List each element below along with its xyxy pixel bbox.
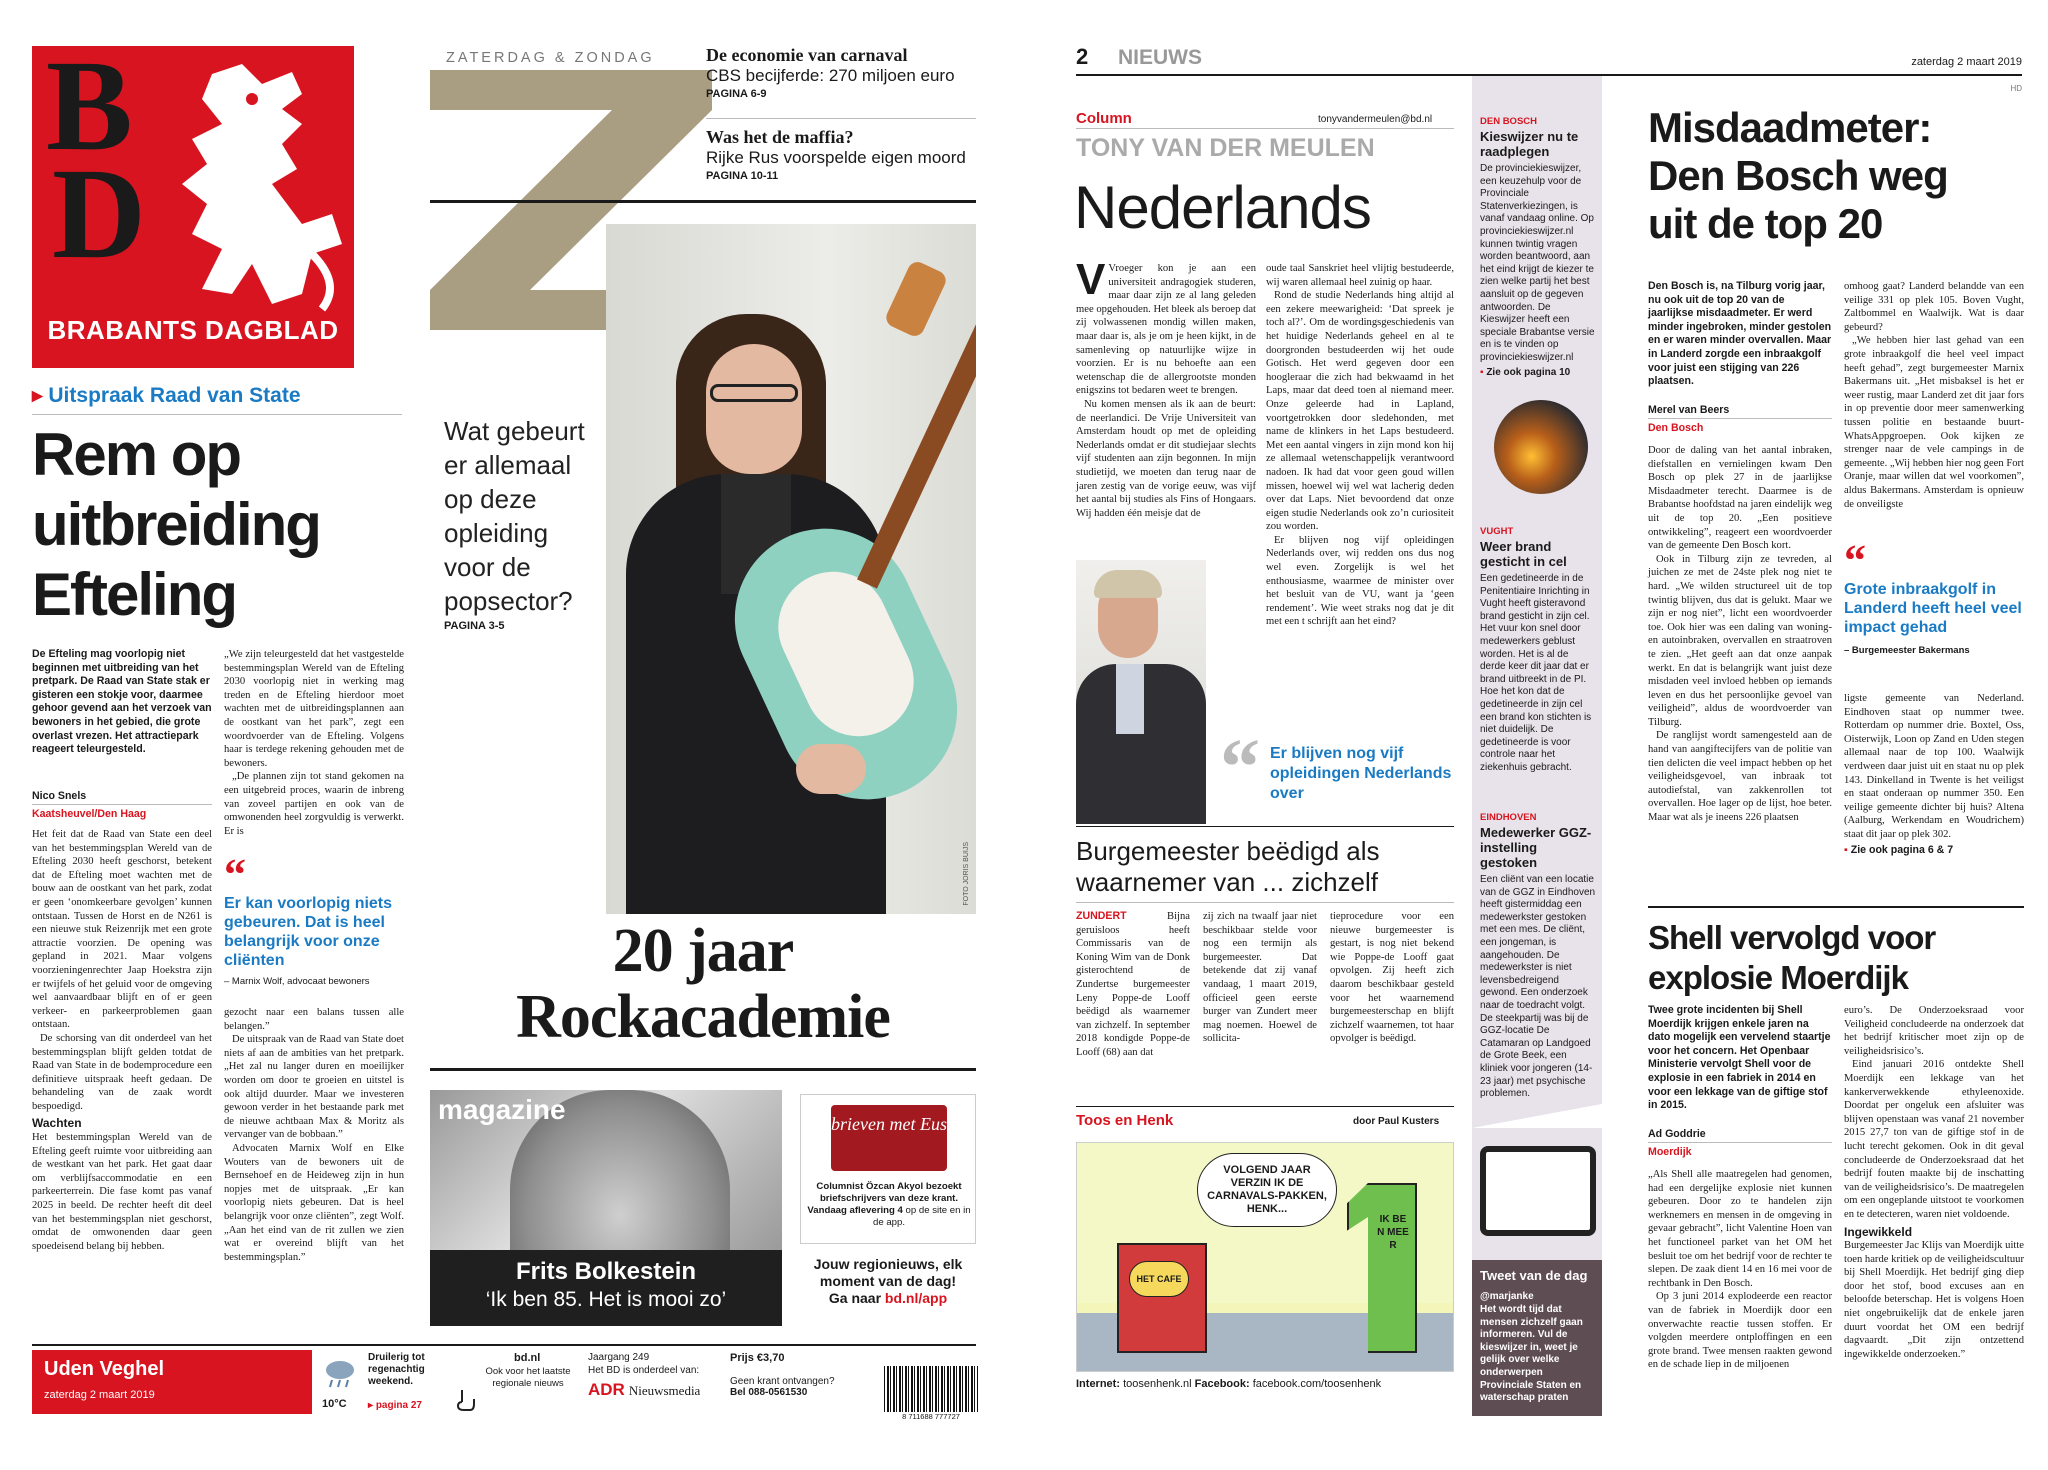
sb-text: Een gedetineerde in de Penitentiaire Inrichting in Vught heeft gisteravond brand gesticht in zijn cel. Het vuur kon snel door medewerkers geblust worden. Het is al de derde keer dit jaar dat er brand uitbreekt in de PI. Hoe het kon dat de gedetineerde in zijn cel een brand kon stichten is niet duidelijk. De gedetineerde is voor controle naar het ziekenhuis gebracht. [1480, 573, 1592, 773]
jaargang-box [588, 1352, 728, 1416]
cafe-sign: HET CAFE [1129, 1261, 1189, 1297]
subhead: Wachten [32, 1116, 82, 1131]
app-cta [800, 1290, 976, 1307]
kicker-rule [32, 414, 402, 415]
pullquote-text: Er blijven nog vijf opleidingen Nederlands over [1270, 745, 1452, 802]
column-col2 [1266, 262, 1454, 629]
tweet-box[interactable] [1472, 1260, 1602, 1416]
shell-place: Moerdijk [1648, 1146, 1692, 1158]
bd-logo[interactable] [32, 46, 354, 368]
sb-text: De provinciekieswijzer, een keuzehulp voor de Provinciale Statenverkiezingen, is vanaf vandaag online. Op provinciekieswijzer.nl kunnen twintig vragen worden beantwoord, aan het eind krijgt de kiezer te zien welke partij het best aansluit op de gegeven antwoorden. De Kieswijzer heeft een speciale Brabantse versie en is te vinden op provinciekieswijzer.nl [1480, 163, 1595, 363]
story-col1 [32, 828, 212, 1253]
main-headline[interactable] [32, 420, 412, 630]
edition-box [32, 1350, 312, 1414]
magazine-quote: ‘Ik ben 85. Het is mooi zo’ [485, 1288, 727, 1311]
weather-text: Druilerig tot regenachtig weekend. [368, 1352, 425, 1387]
misdaad-place: Den Bosch [1648, 422, 1704, 434]
brieven-desc [807, 1181, 971, 1229]
costume-text: IK BEN MEER [1377, 1214, 1409, 1251]
burg-rule [1076, 902, 1454, 903]
magazine-promo[interactable] [430, 1090, 782, 1326]
kicker: ▸ Uitspraak Raad van State [32, 384, 301, 407]
teaser-page: PAGINA 6-9 [706, 88, 767, 100]
page-date: zaterdag 2 maart 2019 [1911, 56, 2022, 68]
burg-text: Bijna geruisloos heeft Commissaris van de Koning Wim van de Donk gisterochtend de Zundertse burgemeester Leny Poppe-de Looff beëdigd als waarnemer van zichzelf. In september 2018 kondigde Poppe-de Looff (68) aan dat [1076, 911, 1190, 1058]
footer-rule [32, 1344, 976, 1346]
pull-quote [224, 850, 404, 987]
adr-logo [588, 1380, 728, 1400]
tablet-illustration [1480, 1146, 1596, 1236]
temperature: 10°C [322, 1398, 347, 1410]
weather-box[interactable] [318, 1352, 438, 1416]
cloud-rain-icon [322, 1358, 358, 1388]
paragraph: Eind januari 2016 ontdekte Shell Moerdijk een lekkage van het kankerverwekkende ethyleenoxide. Doordat per ongeluk een afsluiter was blijven openstaan was vanaf 21 november 2015 27,7 ton van de giftige stof in de lucht terecht gekomen. Ook in dit geval concludeerde de Onderzoeksraad dat het bedrijf fouten maakte bij de inschatting van de veiligheidsrisico’s. De maatregelen om een ongeplande uitstoot te voorkomen en te detecteren, waren niet voldoende. [1844, 1059, 2024, 1220]
app-cta-label: Ga naar [828, 1290, 882, 1306]
headline-line: Rem op [32, 421, 241, 488]
toos-label: Toos en Henk [1076, 1112, 1174, 1129]
adr-mark: ADR [588, 1380, 625, 1399]
headline-line: Den Bosch weg [1648, 152, 1948, 199]
cartoon-links[interactable] [1076, 1378, 1381, 1390]
question-text: Wat gebeurt er allemaal op deze opleiding voor de popsector? [444, 416, 585, 616]
burg-col2: zij zich na twaalf jaar niet beschikbaar stelde voor nog een termijn als burgemeester. Dat betekende dat zij vanaf vandaag, 1 maart 2019, officieel geen eerste burger van Zundert meer mag noemen. Hoewel de sollicita- [1203, 911, 1317, 1045]
face-shape [706, 344, 802, 474]
quote-by: – Burgemeester Bakermans [1844, 645, 1970, 656]
tweet-handle: @marjanke [1480, 1291, 1534, 1302]
misdaad-author: Merel van Beers [1648, 404, 1730, 416]
price: Prijs €3,70 [730, 1352, 785, 1364]
glasses-shape [710, 384, 798, 402]
sb-title: Weer brand gesticht in cel [1480, 539, 1567, 569]
sb-place: DEN BOSCH [1480, 116, 1538, 127]
misdaad-headline[interactable] [1648, 104, 2028, 248]
app-note: op de site en in de app. [872, 1205, 971, 1228]
adr-note: Het BD is onderdeel van: [588, 1365, 700, 1376]
weather-page: ▸ pagina 27 [368, 1400, 422, 1411]
quote-text: Er kan voorlopig niets gebeuren. Dat is heel belangrijk voor onze cliënten [224, 895, 393, 969]
photo-question[interactable] [444, 414, 604, 632]
weekend-header: ZATERDAG & ZONDAG [446, 50, 655, 66]
dateline: Kaatsheuvel/Den Haag [32, 808, 147, 820]
app-text: Jouw regionieuws, elk moment van de dag! [813, 1256, 963, 1289]
photo-credit: FOTO JORIS BUIJS [963, 842, 970, 906]
internet-label: Internet: [1076, 1378, 1120, 1390]
front-page [0, 0, 1000, 1470]
paragraph: „We zijn teleurgesteld dat het vastgestelde bestemmingsplan Wereld van de Efteling 2030 voorlopig niet in werking mag treden en de Efteling hierdoor moet wachten met de uitbreidingsplannen aan de oostkant van het park”, zegt een woordvoerder van de Efteling. Volgens haar is terdege rekening gehouden met de bewoners. [224, 649, 404, 769]
page-edition: HD [2010, 84, 2022, 93]
paragraph: Rond de studie Nederlands hing altijd al een zekere meewarigheid: ‘Dat spreek je toch al?’. Om de wordingsgeschiedenis van het huidige Nederlands geheel en al te doorgronden bestudeerden wij het oude Gotisch. Het werd gegeven door een hoogleraar die zich had bekwaamd in het Laps, maar dat deed toen al niemand meer. Onze geleerde had in Lapland, voortgetrokken door sledehonden, met name de klinkers in het Laps bestudeerd. Met een aantal vingers in zijn mond kon hij ze allemaal wetenschappelijk verantwoord nadoen. Ik had dat voor geen goud willen missen, hoewel wij wel wat lacherig deden over dat Laps. Niet bevoordend dat onze eigen studie Nederlands ook zo’n curiositeit zou worden. [1266, 290, 1454, 533]
news-page [1048, 0, 2048, 1470]
burg-place: ZUNDERT [1076, 910, 1127, 922]
teaser-sub: CBS becijferde: 270 miljoen euro [706, 66, 955, 85]
burg-col1 [1076, 910, 1190, 1060]
brieven-text: brieven met Eus [831, 1114, 947, 1134]
paragraph: Ook in Tilburg zijn ze tevreden, al juichen ze met de 24ste plek nog niet te hard. „We wilden structureel uit de top twintig blijven, dus dat is gelukt. Maar we zijn er nog niet”, licht een woordvoerder toe. Ook hier was een daling van woning- en autoinbraken, overvallen en straatroven te zien. „Het geeft aan dat onze aanpak werkt. En dat is belangrijk want juist deze misdaden veel invloed hebben op iemands leven en dus het persoonlijke gevoel van veiligheid”, aldus de woordvoerder van Tilburg. [1648, 553, 1832, 728]
rockacademie-photo[interactable] [606, 224, 976, 914]
headline-line: uitbreiding [32, 491, 320, 558]
paragraph: euro’s. De Onderzoeksraad voor Veiligheid concludeerde na onderzoek dat het bedrijf kritischer moet zijn op de veiligheidsrisico’s. [1844, 1005, 2024, 1057]
teaser-title: De economie van carnaval [706, 45, 908, 65]
author-rule [32, 804, 212, 805]
columnist-photo [1076, 560, 1206, 824]
paragraph: Er blijven nog vijf opleidingen Nederlands over, wij redden ons dus nog wel even. Zorgelijk is wel het enthousiasme, waarmee de minister over het besluit van de VU, want ja ‘geen rendement’. Wie weet straks nog dat je dit met een t schrijft aan het eind? [1266, 534, 1454, 628]
teaser-title: Was het de maffia? [706, 127, 854, 147]
burg-headline[interactable]: Burgemeester beëdigd als waarnemer van ... zichzelf [1076, 836, 1380, 897]
burg-col3: tieprocedure voor een nieuwe burgemeester is gestart, is nog niet bekend wie Poppe-de Looff gaat opvolgen. Zij heeft zich daarom beschikbaar gesteld voor het waarnemend burgemeesterschap en blijft zichzelf waarnemen, tot haar opvolger is beëdigd. [1330, 911, 1454, 1045]
jaargang: Jaargang 249 [588, 1352, 650, 1363]
tweet-text: Het wordt tijd dat mensen zichzelf gaan informeren. Vul de kieswijzer in, weet je gelijk over welke onderwerpen Provinciale Staten en waterschap praten [1480, 1304, 1583, 1404]
site-url: bd.nl [514, 1352, 541, 1364]
misdaad-col2b [1844, 692, 2024, 857]
paragraph: Advocaten Marnix Wolf en Elke Wouters van de bewoners uit de Bernsehoef en de Heideweg zijn in hun nopjes met de uitspraak. „Er kan voorlopig niets gebeuren. Dat is heel belangrijk voor onze cliënten”, zegt Wolf. „Aan het eind van de rit zullen we zien wat er overeind blijft van het bestemmingsplan.” [224, 1142, 404, 1263]
paragraph [1076, 255, 1256, 398]
toos-rule [1076, 1106, 1454, 1107]
paragraph: De uitspraak van de Raad van State doet niets af aan de ambities van het pretpark. „Het zal nu langer duren en moeilijker worden om door te groeien en uitstel is ook altijd duurder. Maar we investeren gewoon verder in het bestaande park met de nieuwe achtbaan Max & Moritz als vervanger van de bobbaan.” [224, 1034, 404, 1141]
app-url[interactable]: bd.nl/app [884, 1290, 948, 1306]
section-label: NIEUWS [1118, 46, 1202, 69]
shell-lead: Twee grote incidenten bij Shell Moerdijk krijgen enkele jaren na dato mogelijk een vervelend staartje voor het concern. Het Openbaar Ministerie vervolgt Shell voor de explosie in een fabriek in 2014 en voor een lekkage van de giftige stof in 2015. [1648, 1004, 1831, 1112]
kicker-text: Uitspraak Raad van State [48, 384, 301, 407]
z-rule [430, 200, 976, 203]
columnist: Columnist Özcan Akyol bezoekt briefschrijvers van deze krant. [816, 1181, 962, 1204]
sb-see: ▪ Zie ook pagina 10 [1480, 366, 1571, 378]
dropcap: V [1076, 255, 1106, 304]
quote-by: – Marnix Wolf, advocaat bewoners [224, 976, 370, 987]
shell-author: Ad Goddrie [1648, 1128, 1706, 1140]
facebook-label: Facebook: [1194, 1378, 1250, 1390]
sb-text: Een cliënt van een locatie van de GGZ in Eindhoven heeft gistermiddag een medewerkster gestoken met een mes. De cliënt, een jongeman, is aangehouden. De medewerkster is niet levensbedreigend gewond. Een onderzoek naar de toedracht volgt. De steekpartij was bij de GGZ-locatie De Catamaran op Landgoed de Grote Beek, een kliniek voor jongeren (14-23 jaar) met psychische problemen. [1480, 874, 1596, 1100]
question-page: PAGINA 3-5 [444, 620, 505, 632]
column-text: Vroeger kon je aan een universiteit andragogiek studeren, maar daar zijn ze al lang geleden mee opgehouden. Het bleek als beroep dat zij volwassenen mondig willen maken, maar daar is, als je om je heen kijkt, in de samenleving op natuurlijke wijze in voorzien. Er is nu behoefte aan een wetenschap die de allergrootste monden enigszins tot bedaren weet te brengen. [1076, 263, 1256, 397]
paragraph: Op 3 juni 2014 explodeerde een reactor van de fabriek in Moerdijk door een onverwachte reactie tussen stoffen. Er volgden meerdere ontploffingen en een grote brand. Twee mensen raakten gewond en de schade liep in de miljoenen [1648, 1291, 1832, 1371]
facebook-site: facebook.com/toosenhenk [1252, 1378, 1382, 1390]
pointer-hand-icon [454, 1388, 476, 1412]
column-rule [1076, 128, 1454, 129]
speech-bubble: VOLGEND JAAR VERZIN IK DE CARNAVALS-PAKKEN, HENK... [1197, 1153, 1337, 1227]
sb-title: Kieswijzer nu te raadplegen [1480, 129, 1579, 159]
rock-line: 20 jaar [612, 917, 794, 985]
headline-line: uit de top 20 [1648, 200, 1883, 247]
paragraph: Nu komen mensen als ik aan de beurt: de neerlandici. De Vrije Universiteit van Amsterdam houdt op met de opleiding Nederlands omdat er dit studiejaar slechts vijf studenten aan zijn begonnen. In mijn studietijd, we moeten dan terug naar de jaren zestig van de vorige eeuw, was vijf het aantal bij studies als Fins of Hongaars. Wij hadden één meisje dat de [1076, 398, 1256, 519]
shirt-shape [1116, 664, 1144, 734]
paragraph: oude taal Sanskriet heel vlijtig bestudeerde, wij waren allemaal heel zuinig op haar. [1266, 263, 1454, 288]
sidebar-pointer [1472, 1104, 1602, 1128]
column-col1 [1076, 255, 1256, 520]
column-bottom-rule [1076, 826, 1454, 827]
paragraph: Het feit dat de Raad van State een deel van het bestemmingsplan Wereld van de Efteling 2030 heeft geschorst, betekent dat de Efteling moet wachten met de bouw aan de oostkant van het park, zodat er geen ‘onomkeerbare gevolgen’ kunnen ontstaan. Tussen de Horst en de N261 is een nieuwe stuk Reizenrijk met een grote attractie voorzien. De opening was gepland in 2021. Maar volgens voorzieningenrechter Jaap Hoekstra zijn er twijfels of het geluid voor de omgeving wel aanvaardbaar blijft en of er geen verkeer- en parkeerproblemen gaan ontstaan. [32, 829, 212, 1031]
teaser-maffia[interactable] [706, 126, 986, 182]
teaser-divider [706, 118, 976, 119]
main-lead: De Efteling mag voorlopig niet beginnen met uitbreiding van het pretpark. De Raad van State stak er gisteren een stokje voor, daarmee gehoor gevend aan het verzoek van bewoners in het gebied, die grote overlast vrezen. Het attractiepark reageert teleurgesteld. [32, 648, 212, 756]
cartoon-building [1117, 1243, 1207, 1353]
magazine-name: Frits Bolkestein [515, 1258, 697, 1285]
price-box [730, 1352, 880, 1416]
quote-icon: “ [1844, 536, 1866, 585]
internet-site: toosenhenk.nl [1123, 1378, 1192, 1390]
lion-icon [152, 54, 352, 314]
paragraph: omhoog gaat? Landerd belandde van een veilige 331 op plek 105. Boven Vught, Zaltbommel en Waalwijk. Wat is daar gebeurd? [1844, 281, 2024, 333]
author: Nico Snels [32, 790, 87, 802]
cartoon[interactable] [1076, 1142, 1454, 1372]
tablet-screen [1486, 1152, 1590, 1230]
headline-line: explosie Moerdijk [1648, 959, 1908, 996]
magazine-label: magazine [438, 1094, 566, 1125]
phone: Bel 088-0561530 [730, 1387, 808, 1398]
weather-page-text: pagina 27 [375, 1400, 422, 1411]
brieven-promo[interactable] [800, 1094, 976, 1244]
shell-col1 [1648, 1168, 1832, 1372]
paragraph: „We hebben hier last gehad van een grote inbraakgolf die heel veel impact heeft gehad”, zegt burgemeester Marnix Bakermans uit. „Het misbaksel is het er weer rustig, maar Landerd zet dit jaar fors in op preventie door meer samenwerking tussen politie en bestaande buurt-WhatsAppgroepen. Ook kijken ze strenger naar de vele campings in de gemeente. „Wij hebben hier nog geen Fort Oranje, maar willen dat wel voorkomen”, aldus Bakermans. Amsterdam is opnieuw de onveiligste [1844, 335, 2024, 510]
logo-letter-b: B [46, 46, 133, 178]
author-rule [1648, 1142, 1832, 1143]
edition-name: Uden Veghel [44, 1358, 165, 1380]
paragraph: Door de daling van het aantal inbraken, diefstallen en vernielingen kwam Den Bosch op plek 27 in de jaarlijkse Misdaadmeter terecht. Daarmee is de Brabantse hoofdstad na jaren eindelijk weg uit de top 20. „Een positieve ontwikkeling”, reageert een woordvoerder van de gemeente Den Bosch kort. [1648, 445, 1832, 552]
teaser-carnaval[interactable] [706, 44, 986, 100]
quote-text: Grote inbraakgolf in Landerd heeft heel veel impact gehad [1844, 581, 2022, 636]
logo-wordmark: BRABANTS DAGBLAD [47, 315, 339, 345]
shell-col2 [1844, 1004, 2024, 1361]
misdaad-lead: Den Bosch is, na Tilburg vorig jaar, nu ook uit de top 20 van de jaarlijkse misdaadmeter. Er werd minder ingebroken, minder gestolen en er waren minder overvallen. Maar in Landerd zorgde een inbraakgolf voor juist een stijging van 226 plaatsen. [1648, 280, 1832, 388]
quote-icon: “ [224, 850, 246, 899]
misdaad-quote [1844, 536, 2024, 656]
toos-by: door Paul Kusters [1353, 1116, 1440, 1127]
headline-line: Efteling [32, 561, 236, 628]
teaser-page: PAGINA 10-11 [706, 170, 779, 182]
site-sub: Ook voor het laatste regionale nieuws [485, 1366, 571, 1389]
column-author: TONY VAN DER MEULEN [1076, 134, 1375, 162]
sb-title: Medewerker GGZ-instelling gestoken [1480, 825, 1592, 870]
shell-headline[interactable] [1648, 918, 2028, 998]
paragraph: De schorsing van dit onderdeel van het bestemmingsplan blijft gelden totdat de Raad van State in de bodemprocedure een definitieve uitspraak heeft gedaan. De behandeling van de zaak wordt bespoedigd. [32, 1032, 212, 1112]
site-box[interactable] [448, 1352, 578, 1416]
paragraph: Burgemeester Jac Klijs van Moerdijk uitte toen harde kritiek op de veiligheidscultuur bij Shell Moerdijk. Het bedrijf ging diep door het stof, bood excuses aan en beloofde beterschap. Het is volgens Hoen niet ongebruikelijk dat de enkele jaren duurt voordat het OM een bedrijf dagvaardt. „Dit zijn ontzettend ingewikkelde onderzoeken.” [1844, 1240, 2024, 1360]
misdaad-col2 [1844, 280, 2024, 511]
paragraph: ligste gemeente van Nederland. Eindhoven staat op nummer twee. Rotterdam op nummer drie. Boxtel, Oss, Oisterwijk, Loon op Zand en Uden stegen allemaal naar de top 100. Waalwijk verdween daar juist uit en staat nu op plek 143. Dinkelland in Twente is het veiligst en staat onderaan op nummer 350. Een veilige gemeente dichter bij huis? Altena (Aalburg, Werkendam en Woudrichem) staat dit jaar op plek 302. [1844, 693, 2024, 840]
paragraph: Het bestemmingsplan Wereld van de Efteling geeft ruimte voor uitbreiding aan de westkant van het park. Het gaat daar om verblijfsaccommodatie en een parkeerterrein. Die fase komt pas vanaf 2025 in beeld. De rechter heeft dit deel van het bestemmingsplan niet geschorst, omdat de omwonenden daar geen spoedeisend belang bij hebben. [32, 1132, 212, 1252]
sb-eindhoven[interactable] [1480, 812, 1596, 1101]
sb-vught[interactable] [1480, 526, 1596, 775]
column-label: Column [1076, 110, 1132, 127]
tweet-title: Tweet van de dag [1480, 1268, 1588, 1283]
hair-shape [1094, 570, 1162, 598]
sb-place: VUGHT [1480, 526, 1514, 537]
adr-name: Nieuwsmedia [628, 1383, 701, 1398]
no-paper: Geen krant ontvangen? [730, 1376, 835, 1387]
rock-rule [430, 1068, 976, 1071]
sb-see-text: Zie ook pagina 10 [1486, 366, 1571, 378]
paragraph: „De plannen zijn tot stand gekomen na een uitgebreid proces, waarin de inbreng van zoveel partijen en ook van de omwonenden heel zorgvuldig is verwerkt. Er is [224, 771, 404, 837]
sb-kieswijzer[interactable] [1480, 116, 1596, 378]
edition-date: zaterdag 2 maart 2019 [44, 1389, 155, 1401]
story-col2b [224, 1006, 404, 1264]
logo-letter-d: D [52, 142, 146, 286]
subhead: Ingewikkeld [1844, 1224, 1913, 1239]
column-email[interactable]: tonyvandermeulen@bd.nl [1318, 114, 1433, 125]
rock-headline[interactable] [430, 918, 976, 1050]
teaser-sub: Rijke Rus voorspelde eigen moord [706, 148, 966, 167]
see-text: Zie ook pagina 6 & 7 [1850, 843, 1954, 856]
author-rule [1648, 418, 1832, 419]
paragraph: „Als Shell alle maatregelen had genomen, had een dergelijke explosie niet kunnen gebeuren. Door zo te handelen zijn werknemers en mensen in de omgeving in gevaar gebracht”, licht Valentine Hoen van het functioneel parket van het OM het besluit toe om het bedrijf voor de rechter te slepen. De zaak dient 14 en 16 mei voor de rechtbank in Den Bosch. [1648, 1169, 1832, 1289]
guitar-neck [857, 307, 976, 588]
sb-place: EINDHOVEN [1480, 812, 1537, 823]
story-col2 [224, 648, 404, 838]
aflevering: Vandaag aflevering 4 [807, 1205, 903, 1216]
shell-rule [1648, 906, 2024, 908]
hand-shape [796, 744, 866, 794]
headline-line: Misdaadmeter: [1648, 104, 1932, 151]
magazine-caption [430, 1250, 782, 1326]
page-number: 2 [1076, 44, 1089, 69]
misdaad-col1 [1648, 444, 1832, 825]
paragraph: De ranglijst wordt samengesteld aan de hand van aangiftecijfers van de politie van tien delicten die veel impact hebben op het veiligheidsgevoel, van inbraak tot autodiefstal, van zakkenrollen tot overvallen. Hoe lager op de lijst, hoe beter. Maar wat als je ineens 226 plaatsen [1648, 730, 1832, 824]
misdaad-see: ▪ Zie ook pagina 6 & 7 [1844, 843, 1954, 856]
app-promo[interactable] [800, 1256, 976, 1307]
rock-line: Rockacademie [516, 983, 890, 1051]
sb-photo [1494, 400, 1588, 494]
paragraph: gezocht naar een balans tussen alle belangen.” [224, 1007, 404, 1032]
headline-line: Shell vervolgd voor [1648, 919, 1936, 956]
barcode [884, 1366, 978, 1412]
guitar-head [883, 259, 949, 339]
quote-icon: “ [1220, 724, 1260, 812]
barcode-number: 8 711688 777727 [902, 1412, 960, 1421]
column-title[interactable]: Nederlands [1074, 174, 1371, 241]
